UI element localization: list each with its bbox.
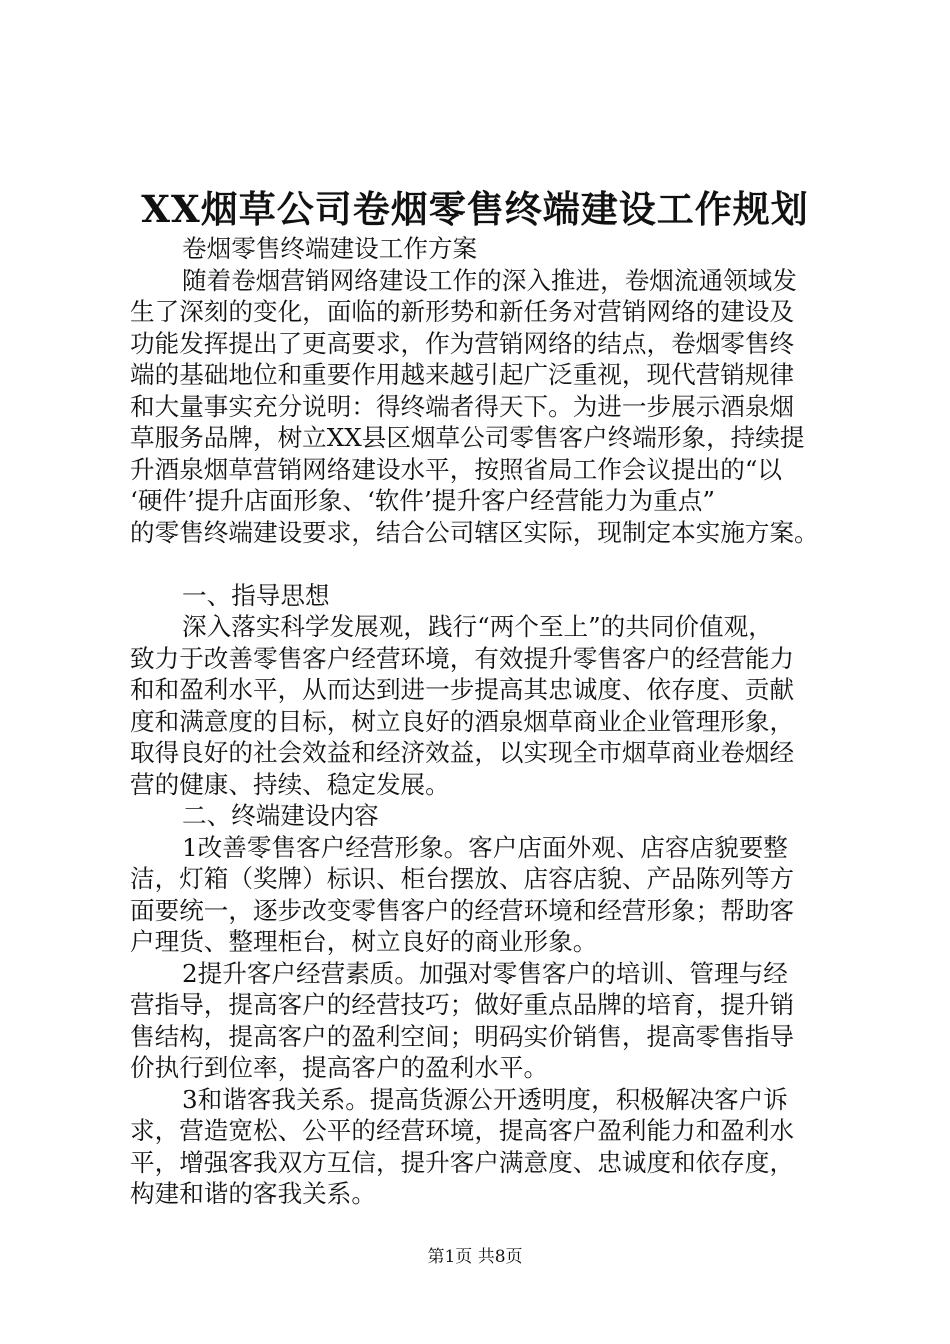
paragraph-line: 3和谐客我关系。提高货源公开透明度，积极解决客户诉 bbox=[182, 1084, 788, 1114]
section-heading-guiding-thought: 一、指导思想 bbox=[182, 580, 330, 610]
section-heading-plan: 卷烟零售终端建设工作方案 bbox=[182, 234, 478, 263]
paragraph-line: 升酒泉烟草营销网络建设水平，按照省局工作会议提出的“以 bbox=[130, 454, 783, 484]
paragraph-line: 取得良好的社会效益和经济效益，以实现全市烟草商业卷烟经 bbox=[130, 738, 795, 767]
paragraph-line: 户理货、整理柜台，树立良好的商业形象。 bbox=[130, 927, 598, 956]
paragraph-line: 功能发挥提出了更高要求，作为营销网络的结点，卷烟零售终 bbox=[130, 328, 795, 358]
document-body bbox=[130, 233, 850, 1210]
paragraph-line: 洁，灯箱（奖牌）标识、柜台摆放、店容店貌、产品陈列等方 bbox=[130, 864, 795, 893]
blank-line bbox=[130, 548, 850, 580]
paragraph-line: 和和盈利水平，从而达到进一步提高其忠诚度、依存度、贡献 bbox=[130, 675, 795, 704]
paragraph-line: 1改善零售客户经营形象。客户店面外观、店容店貌要整 bbox=[182, 832, 788, 862]
page-number: 第1页 共8页 bbox=[427, 1247, 523, 1267]
paragraph-line: 售结构，提高客户的盈利空间；明码实价销售，提高零售指导 bbox=[130, 1021, 795, 1051]
paragraph-line: 的零售终端建设要求，结合公司辖区实际，现制定本实施方案。 bbox=[130, 517, 819, 547]
paragraph-line: 平，增强客我双方互信，提升客户满意度、忠诚度和依存度， bbox=[130, 1147, 795, 1177]
paragraph-line: 端的基础地位和重要作用越来越引起广泛重视，现代营销规律 bbox=[130, 360, 795, 389]
paragraph-line: 草服务品牌，树立XX县区烟草公司零售客户终端形象，持续提 bbox=[130, 423, 805, 452]
paragraph-line: 致力于改善零售客户经营环境，有效提升零售客户的经营能力 bbox=[130, 643, 795, 673]
document-title: XX烟草公司卷烟零售终端建设工作规划 bbox=[141, 187, 809, 231]
paragraph-line: 生了深刻的变化，面临的新形势和新任务对营销网络的建设及 bbox=[130, 297, 795, 326]
paragraph-line: 度和满意度的目标，树立良好的酒泉烟草商业企业管理形象， bbox=[130, 706, 795, 736]
paragraph-line: ‘硬件’提升店面形象、‘软件’提升客户经营能力为重点” bbox=[130, 486, 715, 515]
paragraph-line: 求，营造宽松、公平的经营环境，提高客户盈利能力和盈利水 bbox=[130, 1116, 795, 1145]
paragraph-line: 和大量事实充分说明：得终端者得天下。为进一步展示酒泉烟 bbox=[130, 391, 795, 421]
paragraph-line: 面要统一，逐步改变零售客户的经营环境和经营形象；帮助客 bbox=[130, 895, 795, 925]
paragraph-line: 随着卷烟营销网络建设工作的深入推进，卷烟流通领域发 bbox=[182, 265, 797, 295]
paragraph-line: 深入落实科学发展观，践行“两个至上”的共同价值观， bbox=[182, 612, 773, 641]
paragraph-line: 营的健康、持续、稳定发展。 bbox=[130, 769, 450, 799]
paragraph-line: 构建和谐的客我关系。 bbox=[130, 1179, 376, 1208]
paragraph-line: 2提升客户经营素质。加强对零售客户的培训、管理与经 bbox=[182, 958, 788, 988]
paragraph-line: 营指导，提高客户的经营技巧；做好重点品牌的培育，提升销 bbox=[130, 990, 795, 1019]
paragraph-line: 价执行到位率，提高客户的盈利水平。 bbox=[130, 1053, 549, 1082]
section-heading-terminal-content: 二、终端建设内容 bbox=[182, 801, 379, 830]
